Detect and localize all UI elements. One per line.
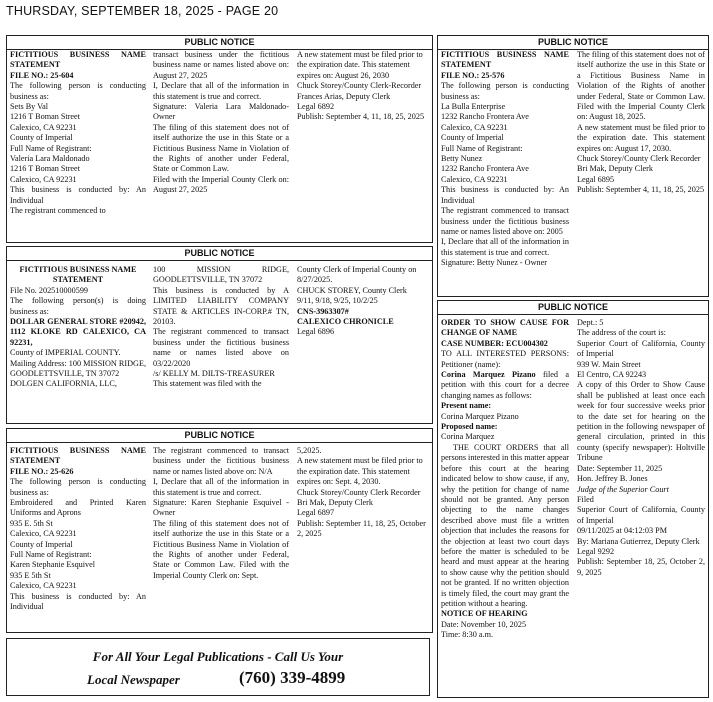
notice-fbn-25-626 xyxy=(6,428,433,633)
publish-dates: Publish: September 11, 18, 25, October 2, 2025 xyxy=(297,518,428,539)
text: I, Declare that all of the information in this statement is true and correct. xyxy=(441,237,572,257)
present-name: Corina Marquez Pizano xyxy=(441,411,519,421)
legal-number: Legal 6895 xyxy=(577,174,615,184)
page-header: THURSDAY, SEPTEMBER 18, 2025 - PAGE 20 xyxy=(6,4,279,18)
text: The address of the court is: xyxy=(577,328,666,338)
petitioner-name: Corina Marquez Pizano xyxy=(441,370,536,380)
notice-heading: FICTITIOUS BUSINESS NAME STATEMENT xyxy=(19,265,139,285)
address: Calexico, CA 92231 xyxy=(441,122,508,132)
registrant: Valeria Lara Maldonado xyxy=(10,154,90,164)
address: 1232 Rancho Frontera Ave xyxy=(441,164,529,174)
text: I, Declare that all of the information in this statement is true and correct. xyxy=(153,81,292,101)
ad-line-2: Local Newspaper xyxy=(87,672,180,687)
text: Filed xyxy=(577,494,594,504)
hearing-date: Date: November 10, 2025 xyxy=(441,619,527,629)
notice-column-1 xyxy=(10,446,149,632)
notice-fbn-25-604 xyxy=(6,35,433,243)
judge-name: Hon. Jeffrey B. Jones xyxy=(577,474,648,484)
business-name: Embroidered and Printed Karen Uniforms and Aprons xyxy=(10,498,149,518)
address: Calexico, CA 92231 xyxy=(10,581,77,591)
notice-column-1 xyxy=(10,265,149,423)
notice-column-2 xyxy=(153,50,292,242)
legal-number: Legal 6897 xyxy=(297,508,335,518)
notice-column-1 xyxy=(441,50,572,296)
text: TO ALL INTERESTED PERSONS: Petitioner (name): xyxy=(441,349,572,369)
filed-timestamp: 09/11/2025 at 04:12:03 PM xyxy=(577,526,667,536)
address: Calexico, CA 92231 xyxy=(441,174,508,184)
text: The registrant commenced to transact business under the fictitious business name or names listed above on: 2005 xyxy=(441,206,572,236)
text: Chuck Storey/County Clerk-Recorder xyxy=(297,81,422,91)
text: This statement was filed with the xyxy=(153,379,262,389)
signature: Signature: Valeria Lara Maldonado- Owner xyxy=(153,102,292,122)
order-body: THE COURT ORDERS that all persons interested in this matter appear before this court at the hearing indicated below to show cause, if any, why the petition for change of name should not be granted. Any person objecting to the name changes described above must file a written objection that includes the reasons for the objection at least two court days before the matter is scheduled to be heard and must appear at the hearing to show cause why the petition should not be granted. If no written objection is timely filed, the court may grant the petition without a hearing. xyxy=(441,442,572,608)
text: Chuck Storey/County Clerk Recorder xyxy=(297,487,421,497)
text: CHUCK STOREY, County Clerk xyxy=(297,285,407,295)
address: 1232 Rancho Frontera Ave xyxy=(441,112,529,122)
cns-number: CNS-3963307# xyxy=(297,306,349,316)
text: The following person is conducting business as: xyxy=(441,81,572,101)
signature: Signature: Karen Stephanie Esquivel - Owner xyxy=(153,498,292,518)
county: County of Imperial xyxy=(441,133,504,143)
court-name: Superior Court of California, County of Imperial xyxy=(577,338,708,359)
text: Full Name of Registrant: xyxy=(441,143,523,153)
address: 100 MISSION RIDGE, GOODLETTSVILLE, TN 37072 xyxy=(153,265,292,285)
text: filed a petition with this court for a decree changing names as follows: xyxy=(441,370,572,400)
text: The registrant commenced to transact business under the fictitious business name or names listed above on: N/A xyxy=(153,446,292,476)
notice-column-2 xyxy=(577,50,708,296)
business-name: La Bulla Enterprise xyxy=(441,102,506,112)
text: 5,2025. xyxy=(297,446,322,455)
publish-dates: Publish: September 18, 25, October 2, 9, 2025 xyxy=(577,557,708,577)
registrant: Karen Stephanie Esquivel xyxy=(10,560,96,570)
notice-fbn-25-576 xyxy=(437,35,709,297)
text: Full Name of Registrant: xyxy=(10,143,92,153)
business-name: DOLLAR GENERAL STORE #20942, 1112 KLOKE RD CALEXICO, CA 92231, xyxy=(10,317,149,347)
notice-column-2 xyxy=(153,265,292,423)
legal-number: Legal 9292 xyxy=(577,546,615,556)
county: County of IMPERIAL COUNTY. xyxy=(10,348,121,358)
address: 935 E. 5th St xyxy=(10,518,53,528)
case-number: CASE NUMBER: ECU004302 xyxy=(441,338,548,348)
legal-number: Legal 6892 xyxy=(297,102,335,112)
notice-column-3 xyxy=(297,446,431,632)
address: El Centro, CA 92243 xyxy=(577,370,647,380)
address: 939 W. Main Street xyxy=(577,359,641,369)
text: This business is conducted by: An Individual xyxy=(10,591,149,612)
notice-heading: FICTITIOUS BUSINESS NAME STATEMENT xyxy=(10,446,149,466)
notice-heading: ORDER TO SHOW CAUSE FOR CHANGE OF NAME xyxy=(441,318,572,338)
judge-title: Judge of the Superior Court xyxy=(577,484,669,494)
notice-title: PUBLIC NOTICE xyxy=(7,429,432,443)
address: 935 E 5th St xyxy=(10,570,51,580)
legal-number: Legal 6896 xyxy=(297,327,335,337)
publish-dates: Publish: September 4, 11, 18, 25, 2025 xyxy=(577,185,705,195)
address: 1216 T Boman Street xyxy=(10,164,80,174)
clerk: By: Mariana Gutierrez, Deputy Clerk xyxy=(577,536,700,546)
signature: /s/ KELLY M. DILTS-TREASURER xyxy=(153,369,275,379)
notice-dollar-general xyxy=(6,246,433,424)
registrant: Betty Nunez xyxy=(441,154,483,164)
registrant: DOLGEN CALIFORNIA, LLC, xyxy=(10,379,117,389)
notice-column-1 xyxy=(10,50,149,242)
publish-dates: 9/11, 9/18, 9/25, 10/2/25 xyxy=(297,296,378,306)
notice-column-3 xyxy=(297,265,431,423)
notice-column-2 xyxy=(153,446,292,632)
text: Filed with the Imperial County Clerk on: August 27, 2025 xyxy=(153,174,291,195)
file-number: FILE NO.: 25-626 xyxy=(10,466,74,476)
hearing-heading: NOTICE OF HEARING xyxy=(441,609,528,619)
address: Calexico, CA 92231 xyxy=(10,529,77,539)
text: Date: September 11, 2025 xyxy=(577,463,663,473)
text: transact business under the fictitious business name or names listed above on: August 27, 2025 xyxy=(153,50,292,80)
hearing-time: Time: 8:30 a.m. xyxy=(441,630,494,640)
notice-column-3 xyxy=(297,50,431,242)
notice-heading: FICTITIOUS BUSINESS NAME STATEMENT xyxy=(10,50,149,70)
text: Frances Arias, Deputy Clerk xyxy=(297,91,391,101)
text: This business is conducted by A LIMITED LIABILITY COMPANY STATE & ARTICLES IN-CORP.# TN, 20103. xyxy=(153,285,292,327)
text: Chuck Storey/County Clerk Recorder xyxy=(577,154,701,164)
ad-line-1: For All Your Legal Publications - Call Us Your xyxy=(92,649,344,664)
text: This business is conducted by: An Individual xyxy=(10,185,149,205)
notice-title: PUBLIC NOTICE xyxy=(7,247,432,261)
text: County Clerk of Imperial County on 8/27/2025. xyxy=(297,265,419,285)
text: A new statement must be filed prior to the expiration date. This statement expires on: August 17, 2030. xyxy=(577,122,708,153)
file-number: FILE NO.: 25-576 xyxy=(441,70,505,80)
county: County of Imperial xyxy=(10,539,73,549)
proposed-name: Corina Marquez xyxy=(441,432,495,442)
signature: Signature: Betty Nunez - Owner xyxy=(441,258,547,268)
text: The registrant commenced to transact business under the fictitious business name or names listed above on 03/22/2020 xyxy=(153,327,292,368)
text: A new statement must be filed prior to the expiration date. This statement expires on: August 26, 2030 xyxy=(297,50,425,80)
present-name-label: Present name: xyxy=(441,401,492,411)
address: 1216 T Boman Street xyxy=(10,112,80,122)
dept: Dept.: 5 xyxy=(577,318,604,327)
ad-phone-number: (760) 339-4899 xyxy=(239,668,346,687)
notice-column-1 xyxy=(441,318,572,697)
text: Bri Mak, Deputy Clerk xyxy=(297,498,373,508)
text: The filing of this statement does not of itself authorize the use in this State or a Fictitious Business Name in Violation of the Rights of another under Federal, State or Common Law. Filed with the Imperial County Clerk on: August 18, 2025. xyxy=(577,50,708,122)
text: The following person is conducting business as: xyxy=(10,477,149,497)
proposed-name-label: Proposed name: xyxy=(441,422,498,432)
business-name: Sets By Val xyxy=(10,102,49,112)
notice-column-2 xyxy=(577,318,708,697)
text: The following person(s) is doing business as: xyxy=(10,296,149,316)
text: Full Name of Registrant: xyxy=(10,550,92,560)
notice-heading: FICTITIOUS BUSINESS NAME STATEMENT xyxy=(441,50,572,70)
legal-publications-ad xyxy=(6,638,430,696)
county: County of Imperial xyxy=(10,133,73,143)
text: Bri Mak, Deputy Clerk xyxy=(577,164,653,174)
file-number: File No. 202510000599 xyxy=(10,285,89,295)
publish-dates: Publish: September 4, 11, 18, 25, 2025 xyxy=(297,112,425,122)
address: Calexico, CA 92231 xyxy=(10,174,77,184)
text: A copy of this Order to Show Cause shall be published at least once each week for four successive weeks prior to the date set for hearing on the petition in the following newspaper of general circulation, printed in this county (specify newspaper): Holtville Tribune xyxy=(577,380,708,463)
text: The filing of this statement does not of itself authorize the use in this State or a Fictitious Business Name in Violation of the Rights of another under Federal, State or Common Law. xyxy=(153,122,292,174)
text: The registrant commenced to xyxy=(10,206,106,216)
address: Mailing Address: 100 MISSION RIDGE, GOODLETTSVILLE, TN 37072 xyxy=(10,358,149,379)
court-name: Superior Court of California, County of Imperial xyxy=(577,505,708,525)
text: A new statement must be filed prior to the expiration date. This statement expires on: Sept. 4, 2030. xyxy=(297,456,425,487)
notice-title: PUBLIC NOTICE xyxy=(7,36,432,50)
text: The filing of this statement does not of itself authorize the use in this State or a Fictitious Business Name in Violation of the Rights of another under Federal, State or Common Law. Filed with the Imperial County Clerk on: Sept. xyxy=(153,518,292,580)
notice-title: PUBLIC NOTICE xyxy=(438,301,708,315)
address: Calexico, CA 92231 xyxy=(10,122,77,132)
file-number: FILE NO.: 25-604 xyxy=(10,70,74,80)
notice-title: PUBLIC NOTICE xyxy=(438,36,708,50)
text: The following person is conducting business as: xyxy=(10,81,149,101)
notice-order-to-show-cause xyxy=(437,300,709,698)
newspaper-name: CALEXICO CHRONICLE xyxy=(297,317,394,327)
text: This business is conducted by: An Individual xyxy=(441,185,572,205)
text: I, Declare that all of the information in this statement is true and correct. xyxy=(153,477,292,497)
